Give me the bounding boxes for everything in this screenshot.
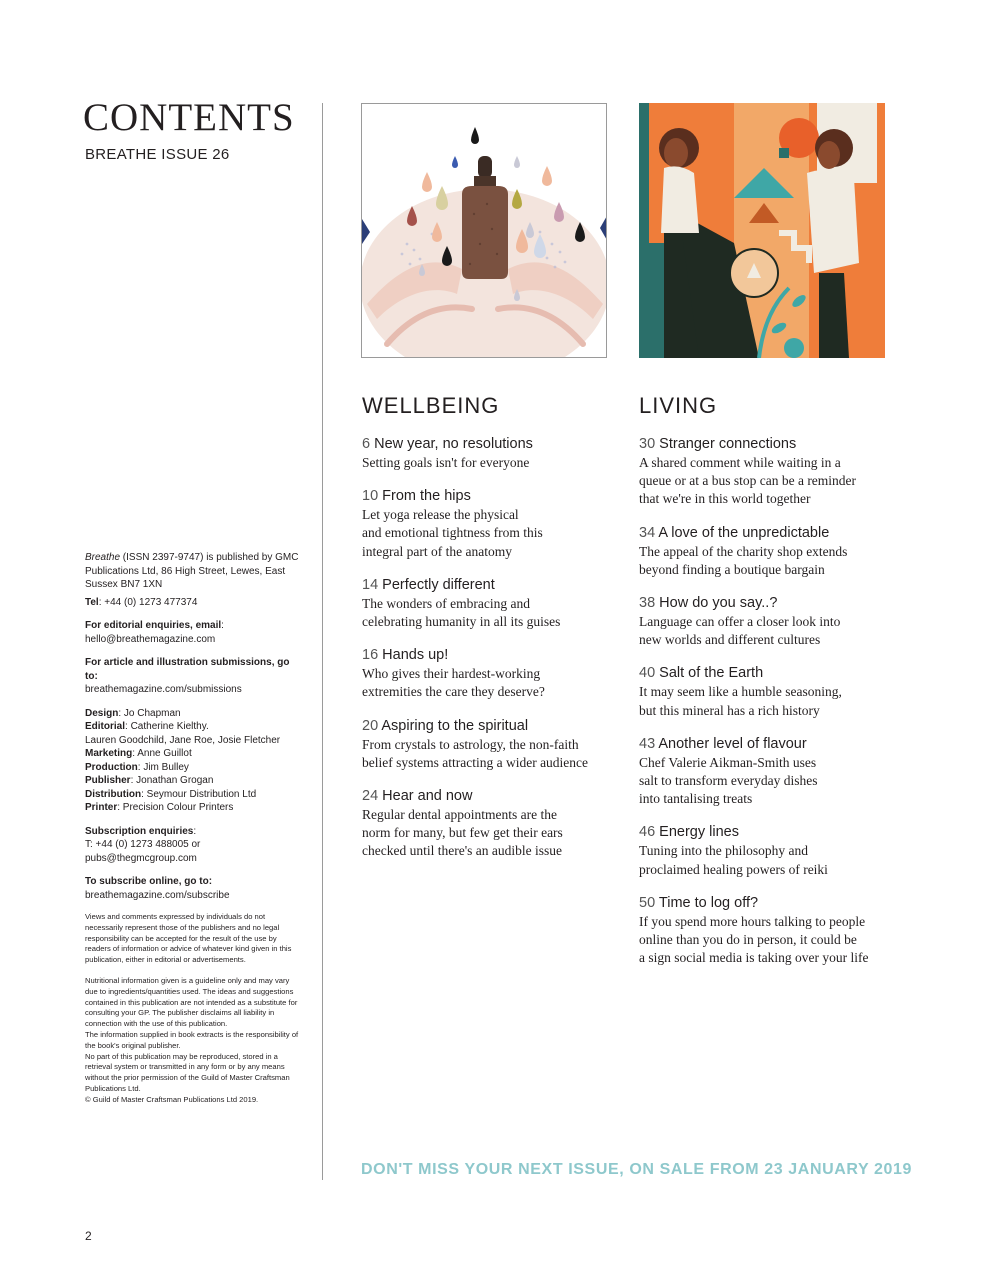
article-title: Energy lines <box>659 824 739 841</box>
credit-line: Printer: Precision Colour Printers <box>85 802 234 813</box>
section-heading-wellbeing: WELLBEING <box>362 393 500 418</box>
credit-line: Lauren Goodchild, Jane Roe, Josie Fletcher <box>85 734 281 746</box>
issue-label: BREATHE ISSUE 26 <box>85 146 230 163</box>
oil-bottle-illustration-icon <box>362 104 607 358</box>
contents-entry[interactable] <box>639 664 889 719</box>
credit-line: Production: Jim Bulley <box>85 761 189 773</box>
page-ref: 10 <box>362 488 379 505</box>
contents-entry[interactable] <box>362 435 612 472</box>
article-title: Perfectly different <box>382 576 495 593</box>
article-summary: Regular dental appointments are the norm for many, but few get their ears checked until there's an audible issue <box>362 807 563 859</box>
publication-imprint <box>85 551 300 1106</box>
article-summary: The appeal of the charity shop extends beyond finding a boutique bargain <box>639 543 848 577</box>
contents-entry[interactable] <box>639 894 889 968</box>
article-title: Salt of the Earth <box>659 665 764 682</box>
article-title: From the hips <box>382 488 471 505</box>
article-title: Stranger connections <box>659 436 797 452</box>
article-summary: Chef Valerie Aikman-Smith uses salt to transform everyday dishes into tantalising treats <box>639 754 818 807</box>
page-ref: 50 <box>639 894 656 911</box>
credit-line: Publisher: Jonathan Grogan <box>85 775 214 786</box>
contents-entry[interactable] <box>362 717 612 772</box>
column-divider <box>322 103 323 1180</box>
page-title: CONTENTS <box>83 96 295 139</box>
page-ref: 14 <box>362 576 379 593</box>
credit-line: Marketing: Anne Guillot <box>85 748 192 759</box>
page-ref: 43 <box>639 735 656 752</box>
submissions-info: For article and illustration submissions, go to: breathemagazine.com/submissions <box>85 657 290 695</box>
wellbeing-list <box>362 435 612 876</box>
article-title: Hear and now <box>382 788 473 805</box>
publisher-info: Breathe (ISSN 2397-9747) is published by GMC Publications Ltd, 86 High Street, Lewes, East Sussex BN7 1XN <box>85 552 299 590</box>
telephone: Tel: +44 (0) 1273 477374 <box>85 596 198 608</box>
page-ref: 30 <box>639 436 656 452</box>
article-summary: Setting goals isn't for everyone <box>362 455 530 470</box>
page-number: 2 <box>85 1229 92 1243</box>
article-summary: Who gives their hardest-working extremities the care they deserve? <box>362 666 545 700</box>
subscription-enquiries: Subscription enquiries: T: +44 (0) 1273 488005 or pubs@thegmcgroup.com <box>85 825 201 864</box>
article-summary: It may seem like a humble seasoning, but this mineral has a rich history <box>639 684 842 718</box>
article-summary: A shared comment while waiting in a queue or at a bus stop can be a reminder that we're in this world together <box>639 455 857 507</box>
page-ref: 46 <box>639 824 656 841</box>
disclaimer-views: Views and comments expressed by individuals do not necessarily represent those of the publishers and no legal responsibility can be accepted for the result of the use by readers of information or advice of whatever kind given in this publication, either in editorial or advertisements. <box>85 912 292 965</box>
article-title: Time to log off? <box>658 894 759 911</box>
contents-entry[interactable] <box>362 787 612 861</box>
living-illustration <box>639 103 885 358</box>
subscribe-link[interactable]: breathemagazine.com/subscribe <box>85 889 230 901</box>
article-title: Hands up! <box>382 647 449 664</box>
contents-entry[interactable] <box>639 823 889 878</box>
section-heading-living: LIVING <box>639 393 718 418</box>
editorial-enquiries: For editorial enquiries, email: hello@breathemagazine.com <box>85 620 224 645</box>
two-women-illustration-icon <box>639 103 885 358</box>
page-ref: 6 <box>362 436 371 452</box>
article-summary: From crystals to astrology, the non-faith belief systems attracting a wider audience <box>362 736 589 770</box>
article-title: How do you say..? <box>659 595 778 612</box>
subscribe-online: To subscribe online, go to: breathemagazine.com/subscribe <box>85 876 230 901</box>
credit-line: Editorial: Catherine Kielthy. <box>85 721 209 732</box>
contents-entry[interactable] <box>362 576 612 631</box>
page-ref: 40 <box>639 665 656 682</box>
article-summary: Tuning into the philosophy and proclaimed healing powers of reiki <box>639 843 828 877</box>
editorial-email-link[interactable]: hello@breathemagazine.com <box>85 633 216 645</box>
article-title: Another level of flavour <box>658 735 807 752</box>
page-ref: 20 <box>362 717 379 734</box>
living-list <box>639 435 889 982</box>
contents-entry[interactable] <box>362 487 612 561</box>
submissions-link[interactable]: breathemagazine.com/submissions <box>85 684 242 695</box>
contents-entry[interactable] <box>639 594 889 649</box>
article-title: Aspiring to the spiritual <box>381 717 529 734</box>
credit-line: Design: Jo Chapman <box>85 707 181 719</box>
contents-entry[interactable] <box>639 735 889 809</box>
article-title: New year, no resolutions <box>374 436 533 452</box>
next-issue-banner: DON'T MISS YOUR NEXT ISSUE, ON SALE FROM 23 JANUARY 2019 <box>361 1161 912 1178</box>
article-summary: The wonders of embracing and celebrating humanity in all its guises <box>362 595 561 630</box>
article-title: A love of the unpredictable <box>658 524 830 541</box>
article-summary: If you spend more hours talking to people online than you do in person, it could be a sign social media is taking over your life <box>639 913 869 966</box>
contents-entry[interactable] <box>639 435 889 509</box>
contents-entry[interactable] <box>362 646 612 701</box>
page-ref: 24 <box>362 788 379 805</box>
page-ref: 34 <box>639 524 656 541</box>
contents-entry[interactable] <box>639 524 889 579</box>
disclaimer-legal: Nutritional information given is a guideline only and may vary due to ingredients/quantities used. The ideas and suggestions contained in this publication are not intended as a substitute for consulting your GP. The publisher disclaims all liability in connection with the use of this publication. The information supplied in book extracts is the responsibility of the book's original publisher. No part of this publication may be reproduced, stored in a retrieval system or transmitted in any form or by any means without the prior permission of the Guild of Master Craftsman Publications Ltd. © Guild of Master Craftsman Publications Ltd 2019. <box>85 975 299 1104</box>
subscription-email-link[interactable]: pubs@thegmcgroup.com <box>85 852 197 864</box>
page-ref: 38 <box>639 595 656 612</box>
credit-line: Distribution: Seymour Distribution Ltd <box>85 788 257 800</box>
page-ref: 16 <box>362 647 379 664</box>
wellbeing-illustration <box>361 103 607 358</box>
staff-credits <box>85 707 300 815</box>
article-summary: Let yoga release the physical and emotional tightness from this integral part of the anatomy <box>362 507 543 559</box>
article-summary: Language can offer a closer look into new worlds and different cultures <box>639 614 841 648</box>
